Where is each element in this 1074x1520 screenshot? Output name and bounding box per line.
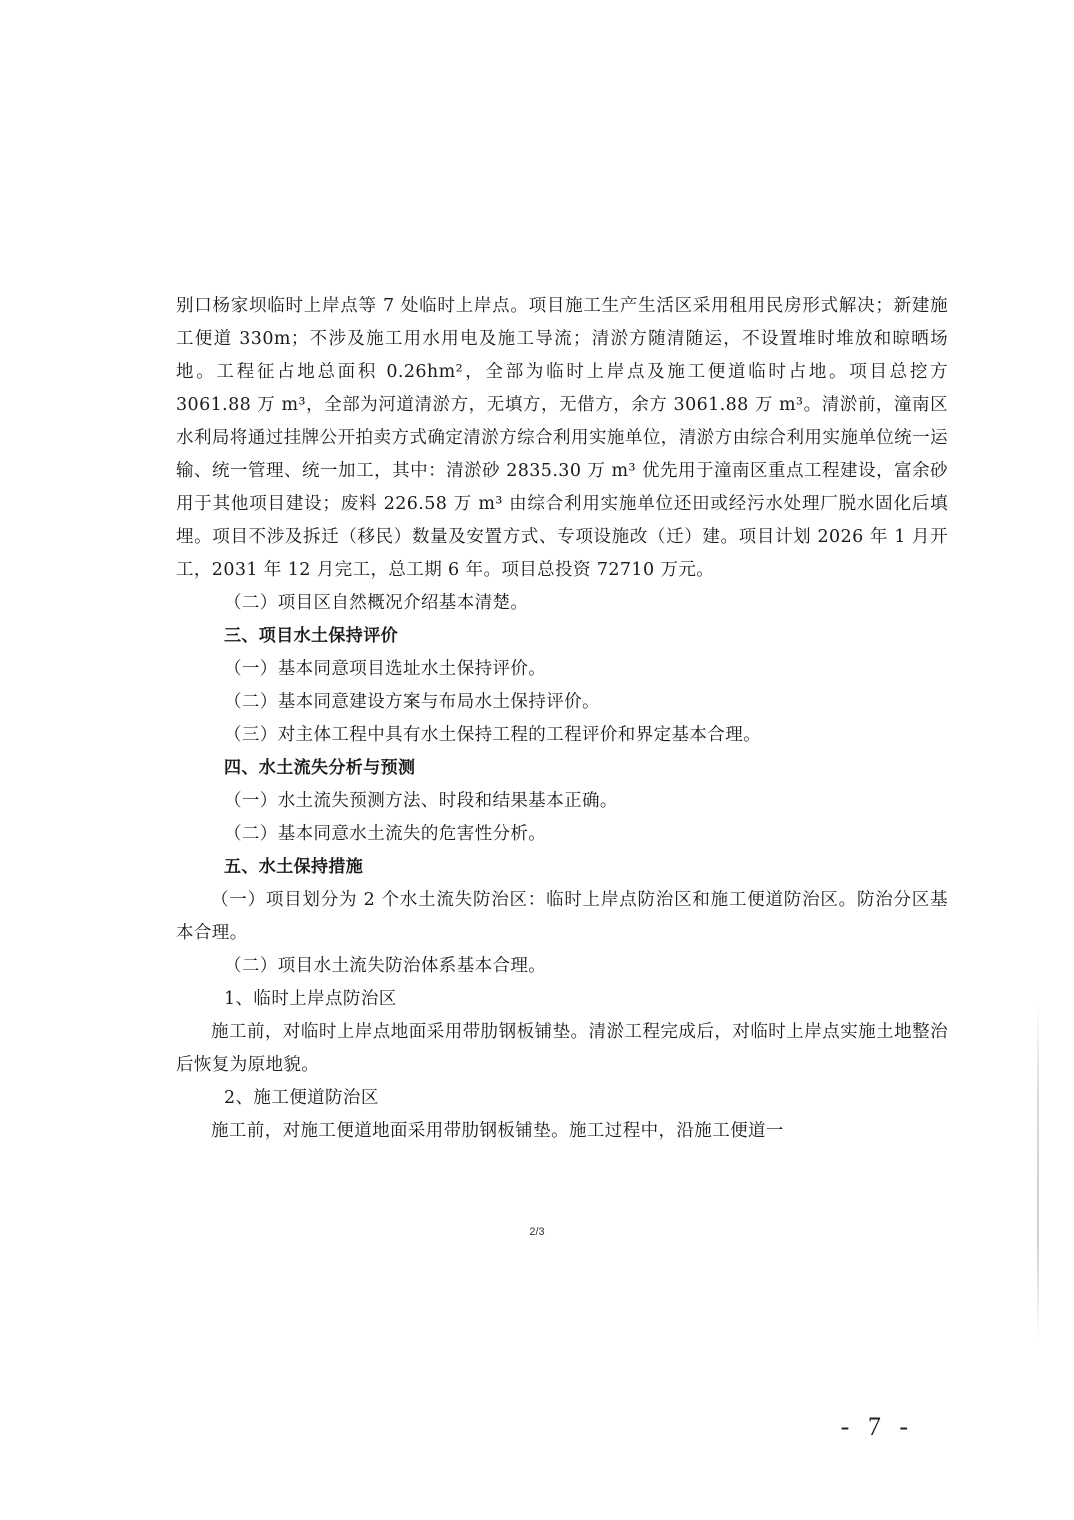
paragraph-landing-point-measures: 施工前，对临时上岸点地面采用带肋钢板铺垫。清淤工程完成后，对临时上岸点实施土地整治后恢复为原地貌。 (176, 1022, 948, 1075)
paragraph-natural-conditions: （二）项目区自然概况介绍基本清楚。 (224, 593, 529, 613)
document-body (176, 290, 948, 1148)
paragraph-layout-evaluation: （二）基本同意建设方案与布局水土保持评价。 (224, 692, 600, 712)
paragraph-prevention-zones: （一）项目划分为 2 个水土流失防治区：临时上岸点防治区和施工便道防治区。防治分区基本合理。 (176, 890, 948, 943)
scan-edge-line (1037, 1000, 1039, 1340)
paragraph-prevention-system: （二）项目水土流失防治体系基本合理。 (224, 956, 547, 976)
section-heading-soil-water-evaluation: 三、项目水土保持评价 (224, 626, 398, 646)
paragraph-site-evaluation: （一）基本同意项目选址水土保持评价。 (224, 659, 547, 679)
paragraph-project-overview: 别口杨家坝临时上岸点等 7 处临时上岸点。项目施工生产生活区采用租用民房形式解决；新建施工便道 330m；不涉及施工用水用电及施工导流；清淤方随清随运，不设置堆时堆放和晾晒场地。工程征占地总面积 0.26hm²，全部为临时上岸点及施工便道临时占地。项目总挖方 3061.88 万 m³，全部为河道清淤方，无填方，无借方，余方 3061.88 万 m³。清淤前，潼南区水利局将通过挂牌公开拍卖方式确定清淤方综合利用实施单位，清淤方由综合利用实施单位统一运输、统一管理、统一加工，其中：清淤砂 2835.30 万 m³ 优先用于潼南区重点工程建设，富余砂用于其他项目建设；废料 226.58 万 m³ 由综合利用实施单位还田或经污水处理厂脱水固化后填埋。项目不涉及拆迁（移民）数量及安置方式、专项设施改（迁）建。项目计划 2026 年 1 月开工，2031 年 12 月完工，总工期 6 年。项目总投资 72710 万元。 (176, 296, 948, 580)
section-heading-conservation-measures: 五、水土保持措施 (224, 857, 364, 877)
subheading-access-road-zone: 2、施工便道防治区 (224, 1088, 379, 1108)
paragraph-hazard-analysis: （二）基本同意水土流失的危害性分析。 (224, 824, 547, 844)
paragraph-main-works-evaluation: （三）对主体工程中具有水土保持工程的工程评价和界定基本合理。 (224, 725, 761, 745)
section-heading-erosion-analysis: 四、水土流失分析与预测 (224, 758, 416, 778)
page-number: - 7 - (840, 1412, 914, 1441)
paragraph-prediction-method: （一）水土流失预测方法、时段和结果基本正确。 (224, 791, 618, 811)
subheading-landing-point-zone: 1、临时上岸点防治区 (224, 989, 397, 1009)
paragraph-access-road-measures: 施工前，对施工便道地面采用带肋钢板铺垫。施工过程中，沿施工便道一 (211, 1121, 784, 1141)
scan-page-label: 2/3 (529, 1226, 545, 1238)
